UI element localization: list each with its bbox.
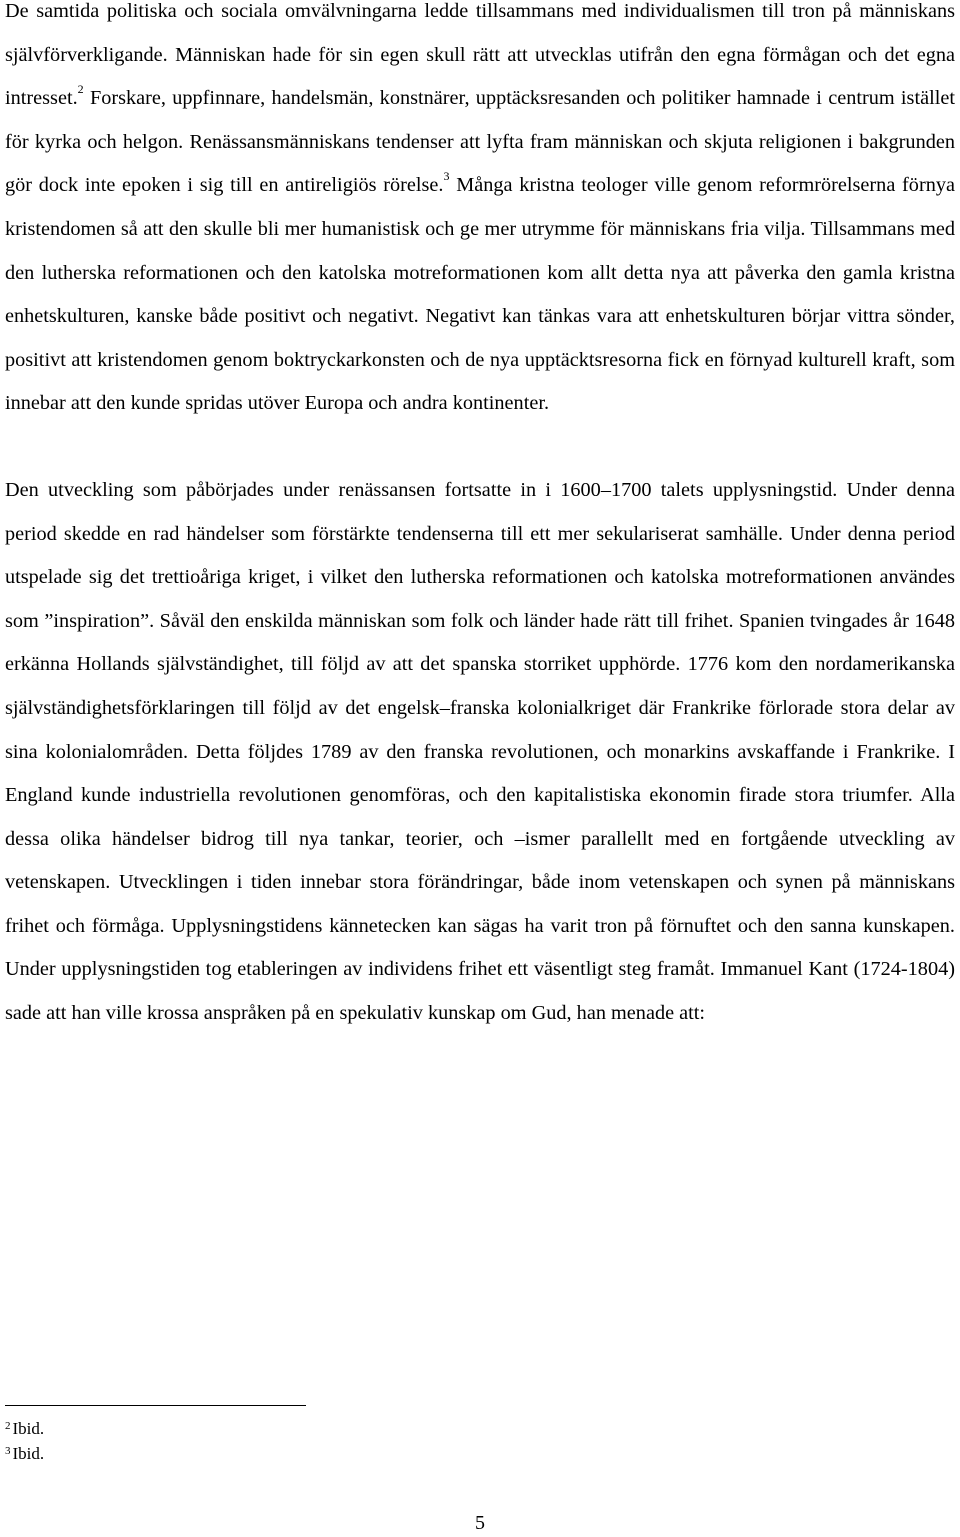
footnote-ref-3[interactable]: 3 [443,169,450,184]
footnotes [5,1416,405,1466]
footnote-separator [5,1405,306,1406]
paragraph-1-text-b: Forskare, uppfinnare, handelsmän, konstnärer, upptäcksresanden och politiker hamnade i centrum istället för kyrka och helgon. Renässansmänniskans tendenser att lyfta fram människan och skjuta religionen i bakgrunden gör dock inte epoken i sig till en antireligiös rörelse. [5,87,955,197]
footnote-2 [5,1416,405,1441]
page-number: 5 [475,1512,485,1534]
paragraph-1-text-a: De samtida politiska och sociala omvälvningarna ledde tillsammans med individualismen till tron på människans självförverkligande. Människan hade för sin egen skull rätt att utvecklas utifrån den egna förmågan och det egna intresset. [5,0,955,110]
footnote-text: Ibid. [12,1444,45,1463]
paragraph-2: Den utveckling som påbörjades under renässansen fortsatte in i 1600–1700 talets upplysningstid. Under denna period skedde en rad händelser som förstärkte tendenserna till ett mer sekulariserat samhälle. Under denna period utspelade sig det trettioåriga kriget, i vilket den lutherska reformationen och katolska motreformationen användes som ”inspiration”. Såväl den enskilda människan som folk och länder hade rätt till frihet. Spanien tvingades år 1648 erkänna Hollands självständighet, till följd av att det spanska storriket upphörde. 1776 kom den nordamerikanska självständighetsförklaringen till följd av det engelsk–franska kolonialkriget där Frankrike förlorade stora delar av sina kolonialområden. Detta följdes 1789 av den franska revolutionen, och monarkins avskaffande i Frankrike. I England kunde industriella revolutionen genomföras, och den kapitalistiska ekonomin firade stora triumfer. Alla dessa olika händelser bidrog till nya tankar, teorier, och –ismer parallellt med en fortgående utveckling av vetenskapen. Utvecklingen i tiden innebar stora förändringar, både inom vetenskapen och synen på människans frihet och förmåga. Upplysningstidens kännetecken kan sägas ha varit tron på förnuftet och den sanna kunskapen. Under upplysningstiden tog etableringen av individens frihet ett väsentligt steg framåt. Immanuel Kant (1724-1804) sade att han ville krossa anspråken på en spekulativ kunskap om Gud, han menade att: [5,478,955,1025]
footnote-ref-2[interactable]: 2 [77,82,84,97]
footnote-number: 3 [5,1445,11,1457]
footnote-text: Ibid. [12,1419,45,1438]
footnote-number: 2 [5,1420,11,1432]
paragraph-1 [5,0,955,426]
page-body [5,0,955,1036]
footnote-3 [5,1441,405,1466]
paragraph-1-text-c: Många kristna teologer ville genom reformrörelserna förnya kristendomen så att den skulle bli mer humanistisk och ge mer utrymme för människans fria vilja. Tillsammans med den lutherska reformationen och den katolska motreformationen kom allt detta nya att påverka den gamla kristna enhetskulturen, kanske både positivt och negativt. Negativt kan tänkas vara att enhetskulturen börjar vittra sönder, positivt att kristendomen genom boktryckarkonsten och de nya upptäcktsresorna fick en förnyad kulturell kraft, som innebar att den kunde spridas utöver Europa och andra kontinenter. [5,174,955,415]
